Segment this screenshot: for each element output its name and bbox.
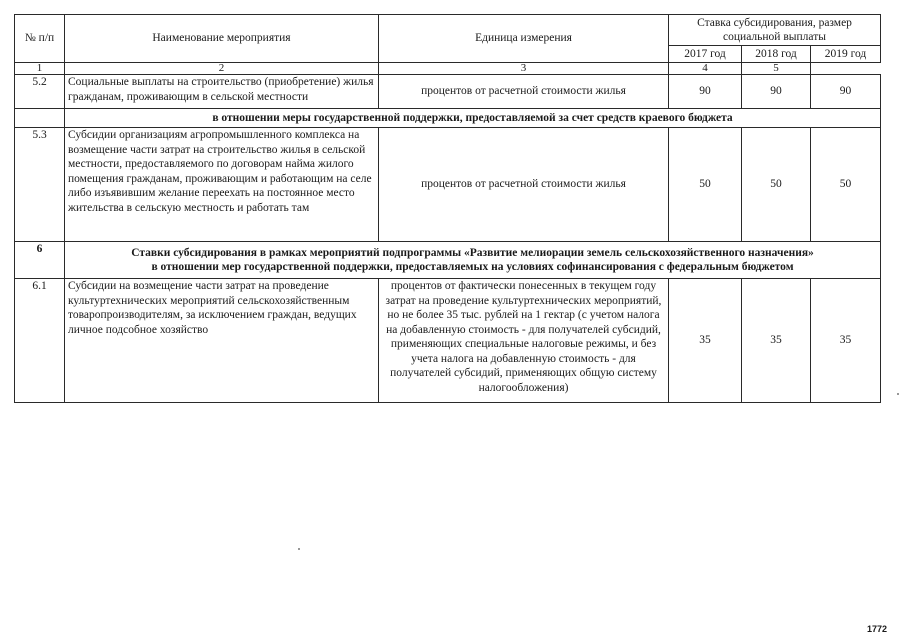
rate-2018: 90 <box>742 75 811 109</box>
section-number: 6 <box>15 242 65 279</box>
rate-2017: 35 <box>669 279 742 403</box>
row-name: Социальные выплаты на строительство (приобретение) жилья гражданам, проживающим в сельской местности <box>65 75 379 109</box>
header-year-2019: 2019 год <box>811 46 881 63</box>
scan-speck <box>897 393 899 395</box>
row-name: Субсидии организациям агропромышленного комплекса на возмещение части затрат на строительство жилья в сельской местности, предоставляемого по договорам найма жилого помещения гражданам, проживающим и работающим на селе либо изъявившим желание переехать на постоянное место жительства в сельскую местность и работать там <box>65 128 379 242</box>
row-unit: процентов от фактически понесенных в текущем году затрат на проведение культуртехнических мероприятий, но не более 35 тыс. рублей на 1 гектар (с учетом налога на добавленную стоимость - для получателей субсидий, применяющих специальные налоговые режимы, и без учета налога на добавленную стоимость - для получателей субсидий, применяющих общую систему налогообложения) <box>379 279 669 403</box>
rate-2019: 50 <box>811 128 881 242</box>
section-row <box>15 109 881 128</box>
column-index: 4 <box>669 63 742 75</box>
header-row <box>15 15 881 46</box>
row-number: 6.1 <box>15 279 65 403</box>
rate-2019: 35 <box>811 279 881 403</box>
header-unit: Единица измерения <box>379 15 669 63</box>
column-index: 2 <box>65 63 379 75</box>
row-unit: процентов от расчетной стоимости жилья <box>379 75 669 109</box>
section-title-line: Ставки субсидирования в рамках мероприятий подпрограммы «Развитие мелиорации земель сельскохозяйственного назначения» <box>131 246 814 259</box>
column-index-row <box>15 63 881 75</box>
table-row <box>15 75 881 109</box>
header-year-2017: 2017 год <box>669 46 742 63</box>
rate-2017: 50 <box>669 128 742 242</box>
section-title-line: в отношении мер государственной поддержки, предоставляемых на условиях софинансирования с федеральным бюджетом <box>151 261 794 273</box>
section-row <box>15 242 881 279</box>
section-title: в отношении меры государственной поддержки, предоставляемой за счет средств краевого бюджета <box>65 109 881 128</box>
rate-2018: 50 <box>742 128 811 242</box>
section-title <box>65 242 881 279</box>
header-year-2018: 2018 год <box>742 46 811 63</box>
header-rate: Ставка субсидирования, размер социальной выплаты <box>669 15 881 46</box>
subsidy-rates-table <box>14 14 881 403</box>
table-row <box>15 279 881 403</box>
header-name: Наименование мероприятия <box>65 15 379 63</box>
row-number: 5.2 <box>15 75 65 109</box>
rate-2018: 35 <box>742 279 811 403</box>
rate-2017: 90 <box>669 75 742 109</box>
row-number: 5.3 <box>15 128 65 242</box>
column-index: 3 <box>379 63 669 75</box>
column-index: 5 <box>742 63 811 75</box>
row-name: Субсидии на возмещение части затрат на проведение культуртехнических мероприятий сельскохозяйственным товаропроизводителям, за исключением граждан, ведущих личное подсобное хозяйство <box>65 279 379 403</box>
header-num: № п/п <box>15 15 65 63</box>
rate-2019: 90 <box>811 75 881 109</box>
page-number: 1772 <box>866 624 887 634</box>
row-unit: процентов от расчетной стоимости жилья <box>379 128 669 242</box>
table-row <box>15 128 881 242</box>
column-index: 1 <box>15 63 65 75</box>
section-number-empty <box>15 109 65 128</box>
scan-speck <box>298 548 300 550</box>
